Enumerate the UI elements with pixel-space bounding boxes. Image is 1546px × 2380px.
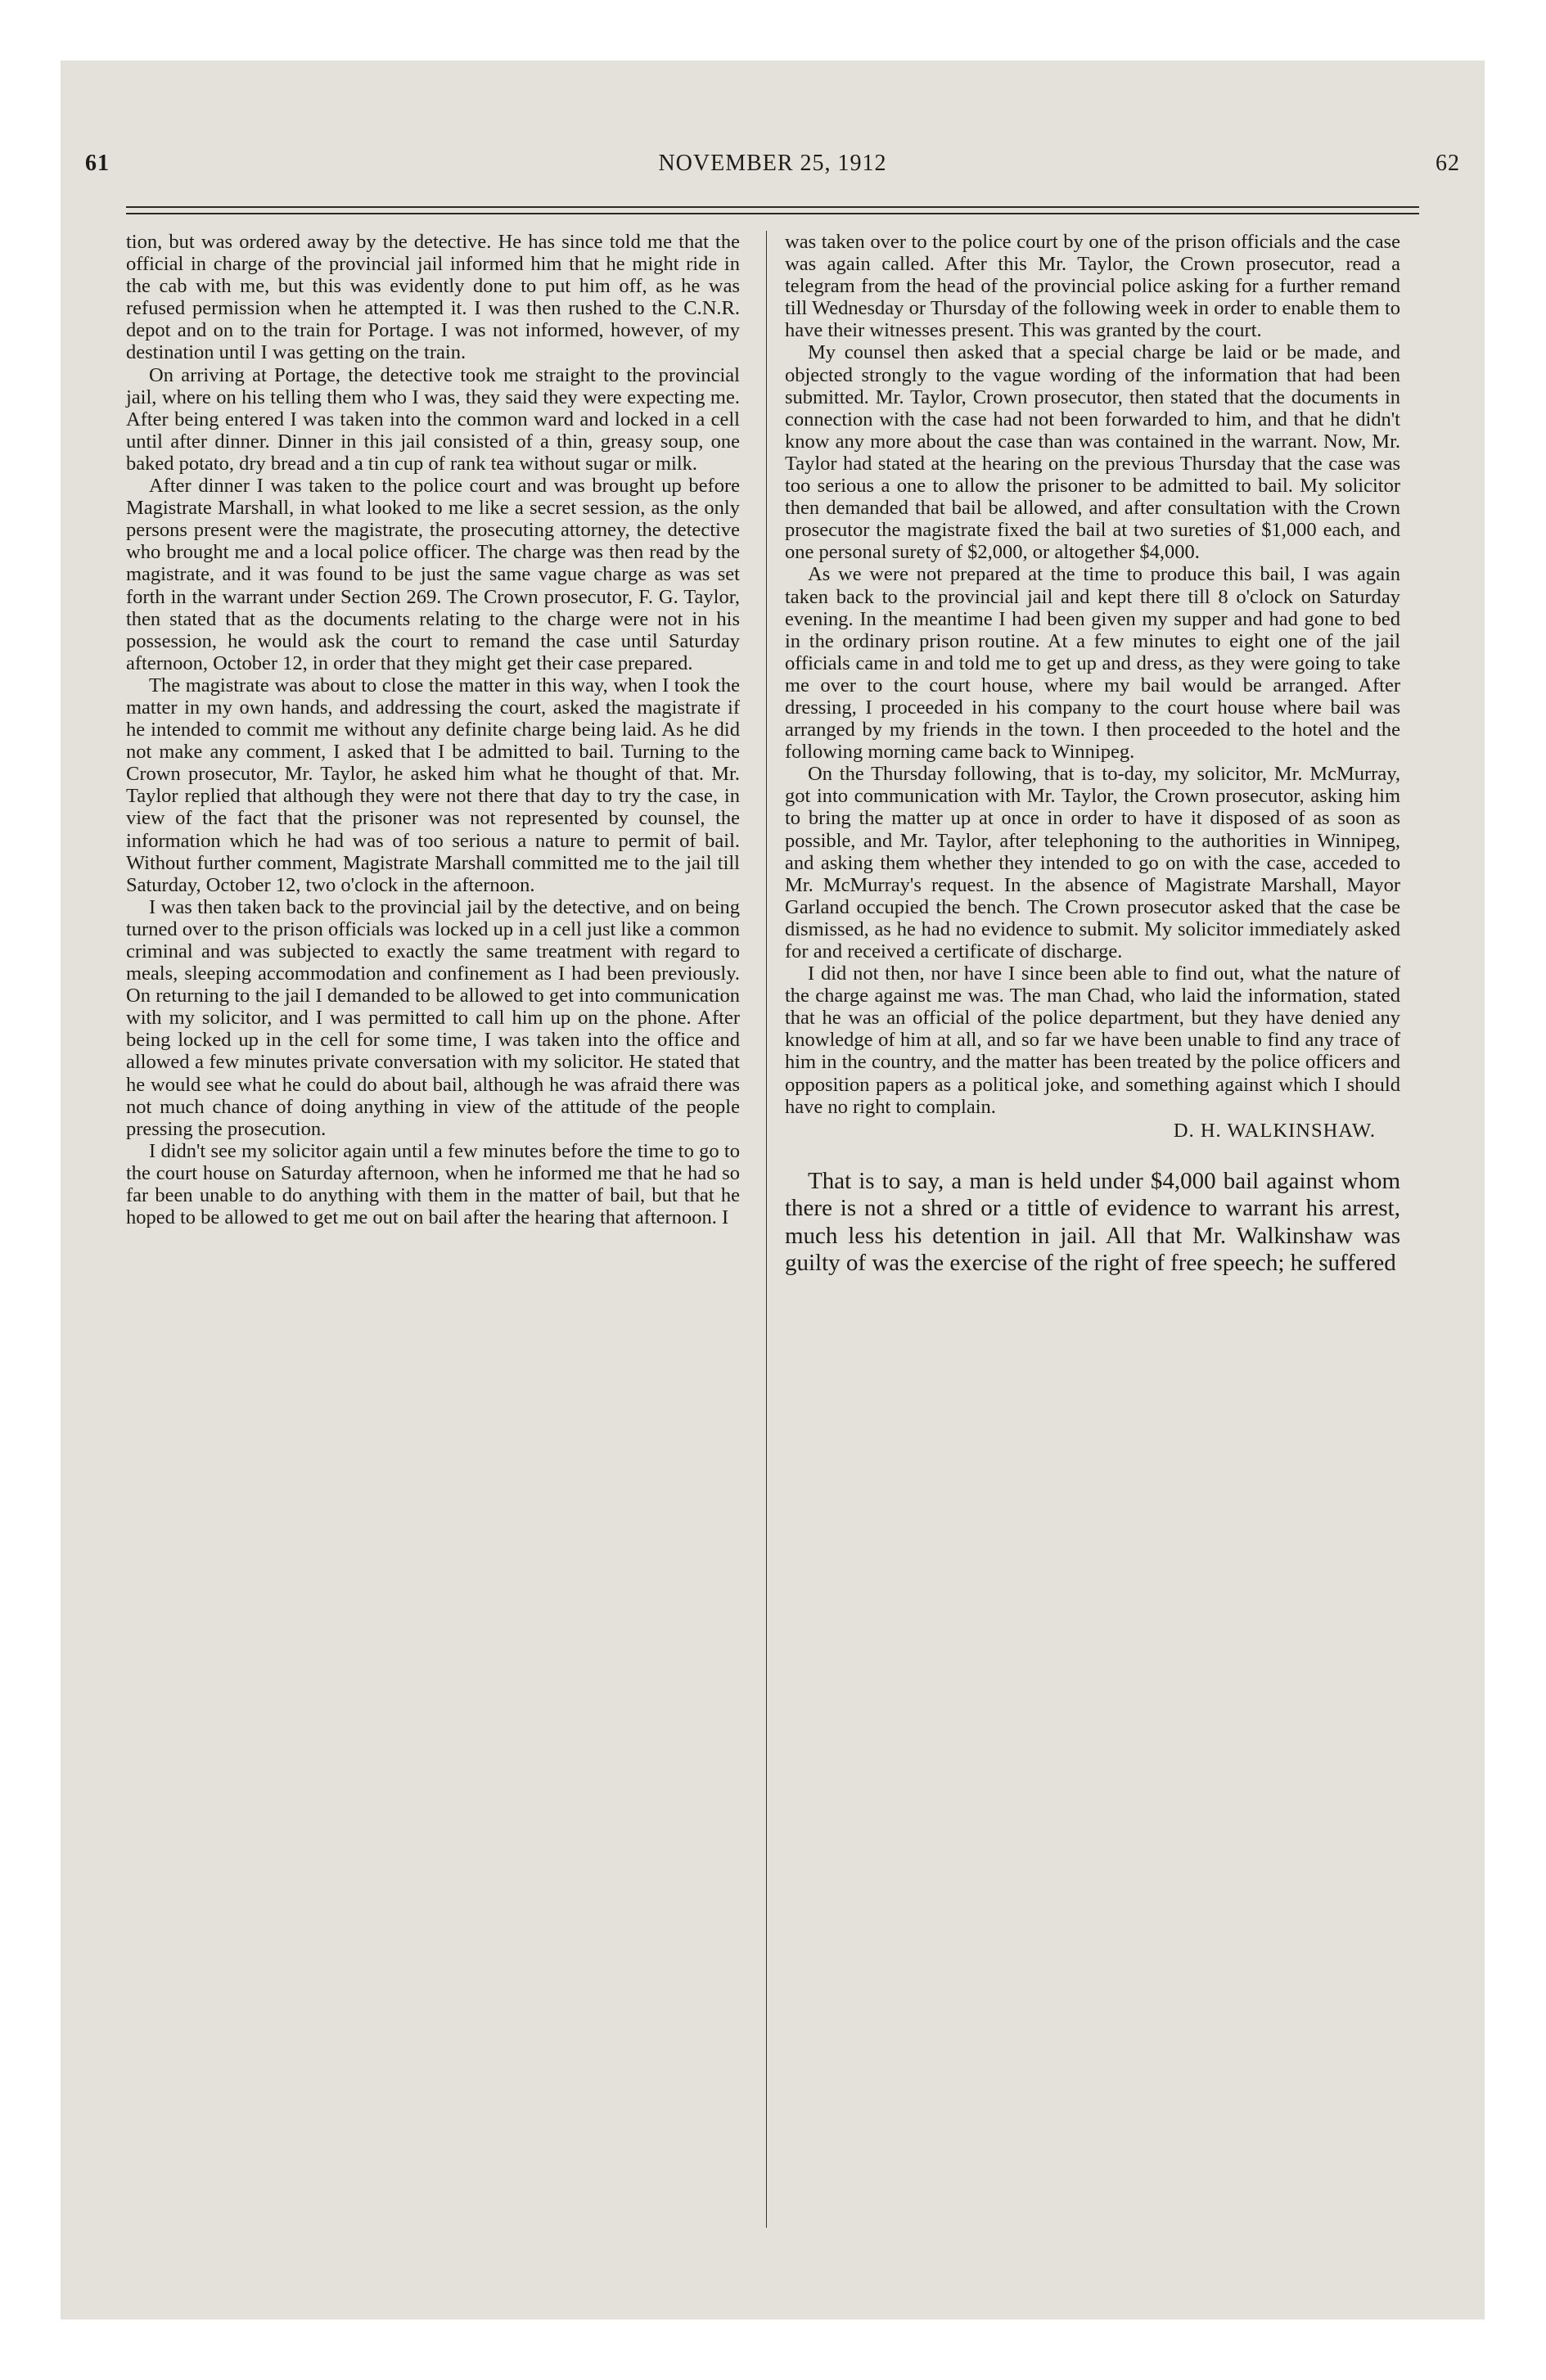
column-divider [766,231,767,2228]
left-column [126,231,740,1228]
paragraph: tion, but was ordered away by the detective. He has since told me that the official in charge of the provincial jail informed him that he might ride in the cab with me, but this was evidently done to put him off, as he was refused permission when he attempted it. I was then rushed to the C.N.R. depot and on to the train for Portage. I was not informed, however, of my destination until I was getting on the train. [126,231,740,364]
paragraph: I was then taken back to the provincial jail by the detective, and on being turned over to the prison officials was locked up in a cell just like a common criminal and was subjected to exactly the same treatment with regard to meals, sleeping accommodation and confinement as I had been previously. On returning to the jail I demanded to be allowed to get into communication with my solicitor, and I was permitted to call him up on the phone. After being locked up in the cell for some time, I was taken into the office and allowed a few minutes private conversation with my solicitor. He stated that he would see what he could do about bail, although he was afraid there was not much chance of doing anything in view of the attitude of the people pressing the prosecution. [126,895,741,1140]
page-number-left: 61 [85,151,110,176]
paragraph: On the Thursday following, that is to-day, my solicitor, Mr. McMurray, got into communication with Mr. Taylor, the Crown prosecutor, asking him to bring the matter up at once in order to have it disposed of as soon as possible, and Mr. Taylor, after telephoning to the authorities in Winnipeg, and asking them whether they intended to go on with the case, acceded to Mr. McMurray's request. In the absence of Magistrate Marshall, Mayor Garland occupied the bench. The Crown prosecutor asked that the case be dismissed, as he had no evidence to submit. My solicitor immediately asked for and received a certificate of discharge. [785,763,1400,962]
paragraph: As we were not prepared at the time to produce this bail, I was again taken back to the provincial jail and kept there till 8 o'clock on Saturday evening. In the meantime I had been given my supper and had gone to bed in the ordinary prison routine. At a few minutes to eight one of the jail officials came in and told me to get up and dress, as they were going to take me over to the court house, where my bail would be arranged. After dressing, I proceeded in his company to the court house where bail was arranged by my friends in the town. I then proceeded to the hotel and the following morning came back to Winnipeg. [785,563,1400,764]
header-rule-bottom [126,213,1419,214]
paragraph: After dinner I was taken to the police court and was brought up before Magistrate Marshall, in what looked to me like a secret session, as the only persons present were the magistrate, the prosecuting attorney, the detective who brought me and a local police officer. The charge was then read by the magistrate, and it was found to be just the same vague charge as was set forth in the warrant under Section 269. The Crown prosecutor, F. G. Taylor, then stated that as the documents relating to the charge were not in his possession, he would ask the court to remand the case until Saturday afternoon, October 12, in order that they might get their case prepared. [126,475,740,674]
right-column [785,231,1400,1278]
newspaper-page [61,61,1485,2319]
header-rule-top [126,206,1419,208]
page-number-right: 62 [1436,151,1460,176]
paragraph: My counsel then asked that a special charge be laid or be made, and objected strongly to the vague wording of the information that had been submitted. Mr. Taylor, Crown prosecutor, then stated that the documents in connection with the case had not been forwarded to him, and that he didn't know any more about the case than was contained in the warrant. Now, Mr. Taylor had stated at the hearing on the previous Thursday that the case was too serious a one to allow the prisoner to be admitted to bail. My solicitor then demanded that bail be allowed, and after consultation with the Crown prosecutor the magistrate fixed the bail at two sureties of $1,000 each, and one personal surety of $2,000, or altogether $4,000. [785,341,1400,564]
editorial-paragraph: That is to say, a man is held under $4,000 bail against whom there is not a shred or a tittle of evidence to warrant his arrest, much less his detention in jail. All that Mr. Walkinshaw was guilty of was the exercise of the right of free speech; he suffered [785,1167,1400,1277]
paragraph: On arriving at Portage, the detective took me straight to the provincial jail, where on his telling them who I was, they said they were expecting me. After being entered I was taken into the common ward and locked in a cell until after dinner. Dinner in this jail consisted of a thin, greasy soup, one baked potato, dry bread and a tin cup of rank tea without sugar or milk. [126,363,740,475]
author-signature: D. H. WALKINSHAW. [1173,1119,1376,1142]
paragraph: The magistrate was about to close the matter in this way, when I took the matter in my own hands, and addressing the court, asked the magistrate if he intended to commit me without any definite charge being laid. As he did not make any comment, I asked that I be admitted to bail. Turning to the Crown prosecutor, Mr. Taylor, he asked him what he thought of that. Mr. Taylor replied that although they were not there that day to try the case, in view of the fact that the prisoner was not represented by counsel, the information which he had was of too serious a nature to permit of bail. Without further comment, Magistrate Marshall committed me to the jail till Saturday, October 12, two o'clock in the afternoon. [126,674,740,896]
paragraph: I did not then, nor have I since been able to find out, what the nature of the charge against me was. The man Chad, who laid the information, stated that he was an official of the police department, but they have denied any knowledge of him at all, and so far we have been unable to find any trace of him in the country, and the matter has been treated by the police officers and opposition papers as a political joke, and something against which I should have no right to complain. [785,962,1400,1118]
paragraph: was taken over to the police court by one of the prison officials and the case was again called. After this Mr. Taylor, the Crown prosecutor, read a telegram from the head of the provincial police asking for a further remand till Wednesday or Thursday of the following week in order to enable them to have their witnesses present. This was granted by the court. [785,231,1400,342]
paragraph: I didn't see my solicitor again until a few minutes before the time to go to the court house on Saturday afternoon, when he informed me that he had so far been unable to do anything with them in the matter of bail, but that he hoped to be allowed to get me out on bail after the hearing that afternoon. I [126,1139,740,1229]
page-header [85,151,1460,183]
publication-date: NOVEMBER 25, 1912 [658,151,887,176]
